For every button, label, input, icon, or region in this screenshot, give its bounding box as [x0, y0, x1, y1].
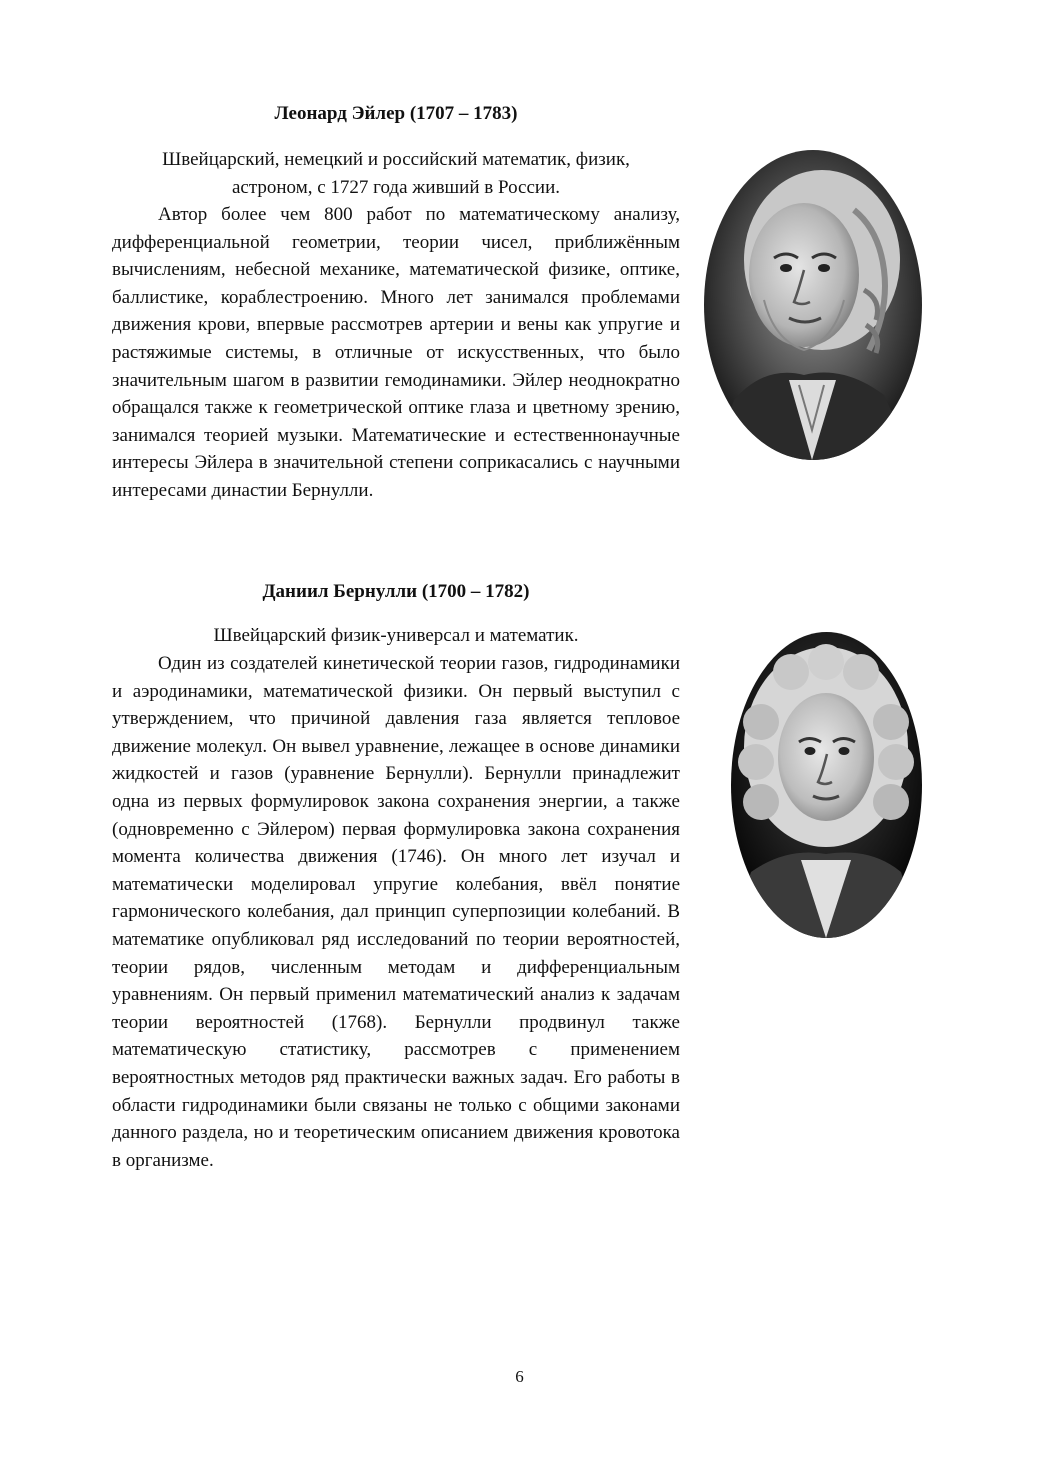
- page-number: 6: [515, 1367, 524, 1386]
- bernoulli-portrait-engraving: [731, 632, 922, 938]
- bernoulli-biography: Один из создателей кинетической теории газов, гидродинамики и аэродинамики, математической физики. Он первый выступил с утверждением, что причиной давления газа является тепловое движение молекул. Он вывел уравнение, лежащее в основе динамики жидкостей и газов (уравнение Бернулли). Бернулли принадлежит одна из первых формулировок закона сохранения энергии, а также (одновременно с Эйлером) первая формулировка закона сохранения момента количества движения (1746). Он много лет изучал и математически моделировал упругие колебания, ввёл понятие гармонического колебания, дал принцип суперпозиции колебаний. В математике опубликовал ряд исследований по теории вероятностей, теории рядов, численным методам и дифференциальным уравнениям. Он первый применил математический анализ к задачам теории вероятностей (1768). Бернулли продвинул также математическую статистику, рассмотрев с применением вероятностных методов ряд практически важных задач. Его работы в области гидродинамики были связаны не только с общими законами данного раздела, но и теоретическим описанием движения кровотока в организме.: [112, 653, 680, 1171]
- euler-portrait: [704, 150, 922, 460]
- bernoulli-portrait: [731, 632, 922, 938]
- bernoulli-intro: Швейцарский физик-универсал и математик.: [213, 625, 579, 646]
- euler-intro: Швейцарский, немецкий и российский математик, физик, астроном, с 1727 года живший в России.: [162, 149, 630, 198]
- bernoulli-heading: Даниил Бернулли (1700 – 1782): [262, 581, 530, 602]
- euler-heading: Леонард Эйлер (1707 – 1783): [274, 103, 518, 124]
- euler-portrait-engraving: [704, 150, 922, 460]
- euler-biography: Автор более чем 800 работ по математическому анализу, дифференциальной геометрии, теории чисел, приближённым вычислениям, небесной механике, математической физике, оптике, баллистике, кораблестроению. Много лет занимался проблемами движения крови, впервые рассмотрев артерии и вены как упругие и растяжимые системы, в отличные от искусственных, что было значительным шагом в развитии гемодинамики. Эйлер неоднократно обращался также к геометрической оптике глаза и цветному зрению, занимался теорией музыки. Математические и естественнонаучные интересы Эйлера в значительной степени соприкасались с научными интересами династии Бернулли.: [112, 204, 680, 501]
